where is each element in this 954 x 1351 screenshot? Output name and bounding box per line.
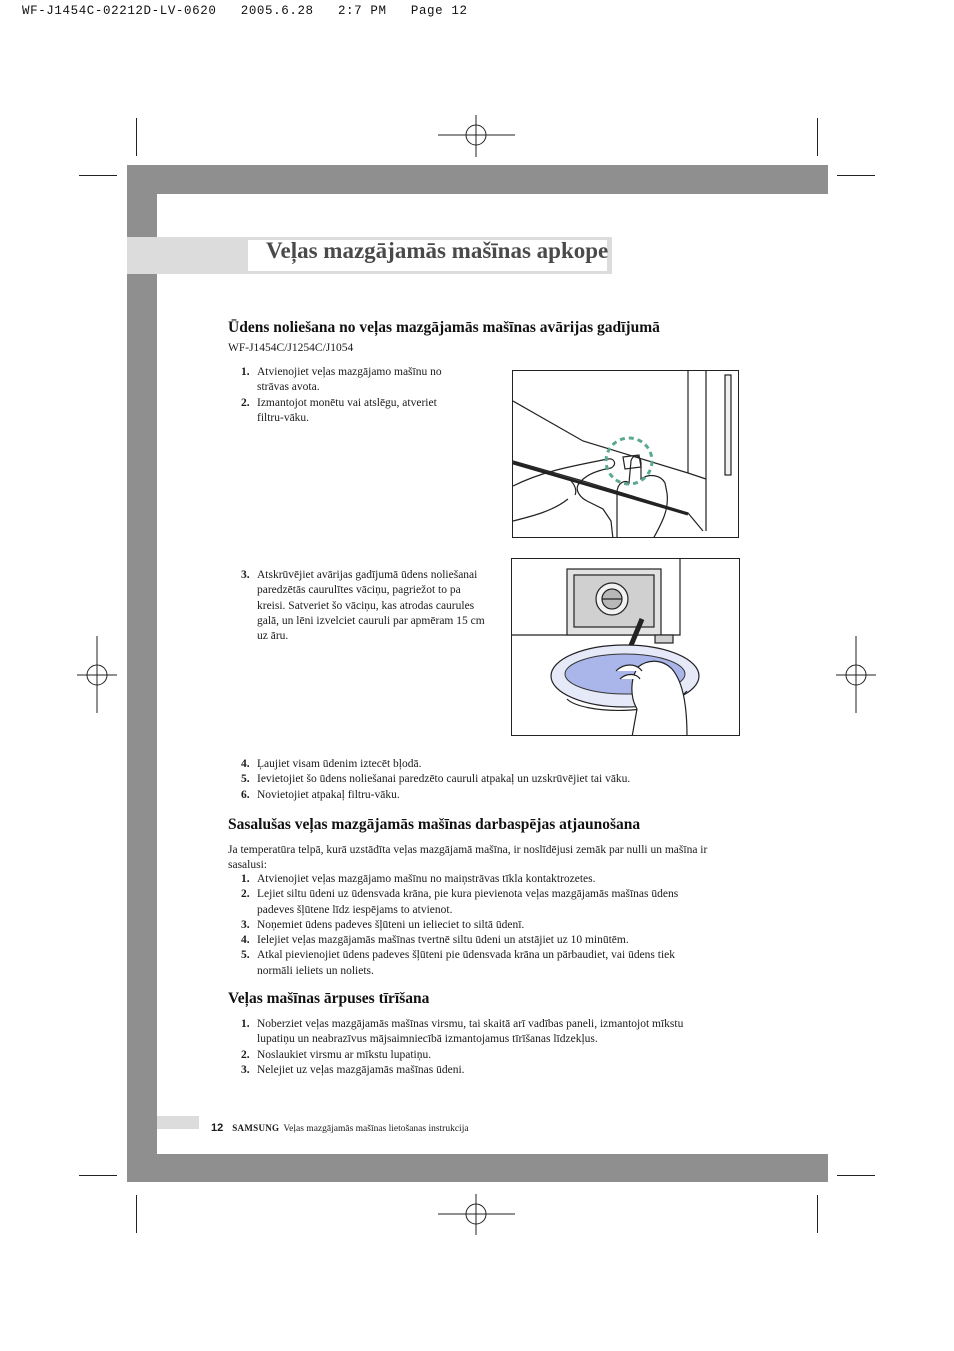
frame-left-bar bbox=[127, 194, 157, 1182]
steps-list-a bbox=[228, 365, 460, 426]
section2-steps bbox=[228, 872, 708, 979]
brand-name: SAMSUNG bbox=[232, 1123, 280, 1133]
print-header: WF-J1454C-02212D-LV-0620 2005.6.28 2:7 PM Page 12 bbox=[22, 4, 468, 18]
list-item: 1. Noberziet veļas mazgājamās mašīnas virsmu, tai skaitā arī vadības paneli, izmantojot mīkstu lupatiņu un neabrazīvus mājsaimniecībā izmantojamus tīrīšanas līdzekļus. bbox=[241, 1018, 684, 1046]
list-item: 4. Ielejiet veļas mazgājamās mašīnas tvertnē siltu ūdeni un atstājiet uz 10 minūtēm. bbox=[241, 934, 629, 947]
figure-open-filter-cover bbox=[512, 370, 739, 538]
section1-heading: Ūdens noliešana no veļas mazgājamās mašīnas avārijas gadījumā bbox=[228, 319, 660, 336]
section2-intro: Ja temperatūra telpā, kurā uzstādīta veļas mazgājamā mašīna, ir noslīdējusi zemāk par nulli un mašīna ir sasalusi: bbox=[228, 844, 708, 871]
frame-top-bar bbox=[127, 165, 828, 194]
steps-list-c bbox=[228, 757, 728, 803]
steps-list-b bbox=[228, 568, 488, 644]
list-item: 5. Ievietojiet šo ūdens noliešanai paredzēto cauruli atpakaļ un uzskrūvējiet tai vāku. bbox=[241, 773, 631, 786]
list-item: 2. Noslaukiet virsmu ar mīkstu lupatiņu. bbox=[241, 1048, 432, 1061]
list-item: 2. Izmantojot monētu vai atslēgu, atveriet filtru-vāku. bbox=[241, 396, 437, 424]
list-item: 1. Atvienojiet veļas mazgājamo mašīnu no maiņstrāvas tīkla kontaktrozetes. bbox=[241, 873, 596, 885]
footer bbox=[211, 1118, 469, 1136]
list-item: 3. Nelejiet uz veļas mazgājamās mašīnas ūdeni. bbox=[241, 1063, 465, 1076]
section2-heading: Sasalušas veļas mazgājamās mašīnas darbaspējas atjaunošana bbox=[228, 816, 641, 833]
list-item: 4. Ļaujiet visam ūdenim iztecēt bļodā. bbox=[241, 758, 422, 770]
page-title: Veļas mazgājamās mašīnas apkope bbox=[266, 238, 609, 263]
frame-bottom-bar bbox=[127, 1154, 828, 1182]
model-label: WF-J1454C/J1254C/J1054 bbox=[228, 342, 354, 354]
list-item: 6. Novietojiet atpakaļ filtru-vāku. bbox=[241, 788, 400, 801]
page-number: 12 bbox=[211, 1122, 224, 1134]
section3-heading: Veļas mašīnas ārpuses tīrīšana bbox=[228, 990, 430, 1007]
list-item: 2. Lejiet siltu ūdeni uz ūdensvada krāna, pie kura pievienota veļas mazgājamās mašīnas ūdens padeves šļūtene līdz iespējams to atvienot. bbox=[241, 888, 679, 916]
section3-steps bbox=[228, 1017, 708, 1078]
list-item: 3. Atskrūvējiet avārijas gadījumā ūdens noliešanai paredzētās caurulītes vāciņu, pagriežot to pa kreisi. Satveriet šo vāciņu, kas atrodas caurules galā, un lēni izvelciet cauruli par apmēram 15 cm uz āru. bbox=[241, 569, 485, 643]
figure-drain-water-into-bowl bbox=[511, 558, 740, 736]
list-item: 1. Atvienojiet veļas mazgājamo mašīnu no strāvas avota. bbox=[241, 366, 442, 394]
list-item: 3. Noņemiet ūdens padeves šļūteni un ielieciet to siltā ūdenī. bbox=[241, 918, 525, 931]
footer-band bbox=[157, 1116, 199, 1129]
footer-text: Veļas mazgājamās mašīnas lietošanas instrukcija bbox=[283, 1124, 469, 1134]
list-item: 5. Atkal pievienojiet ūdens padeves šļūteni pie ūdensvada krāna un pārbaudiet, vai ūdens tiek normāli ieliets un noliets. bbox=[241, 949, 676, 977]
